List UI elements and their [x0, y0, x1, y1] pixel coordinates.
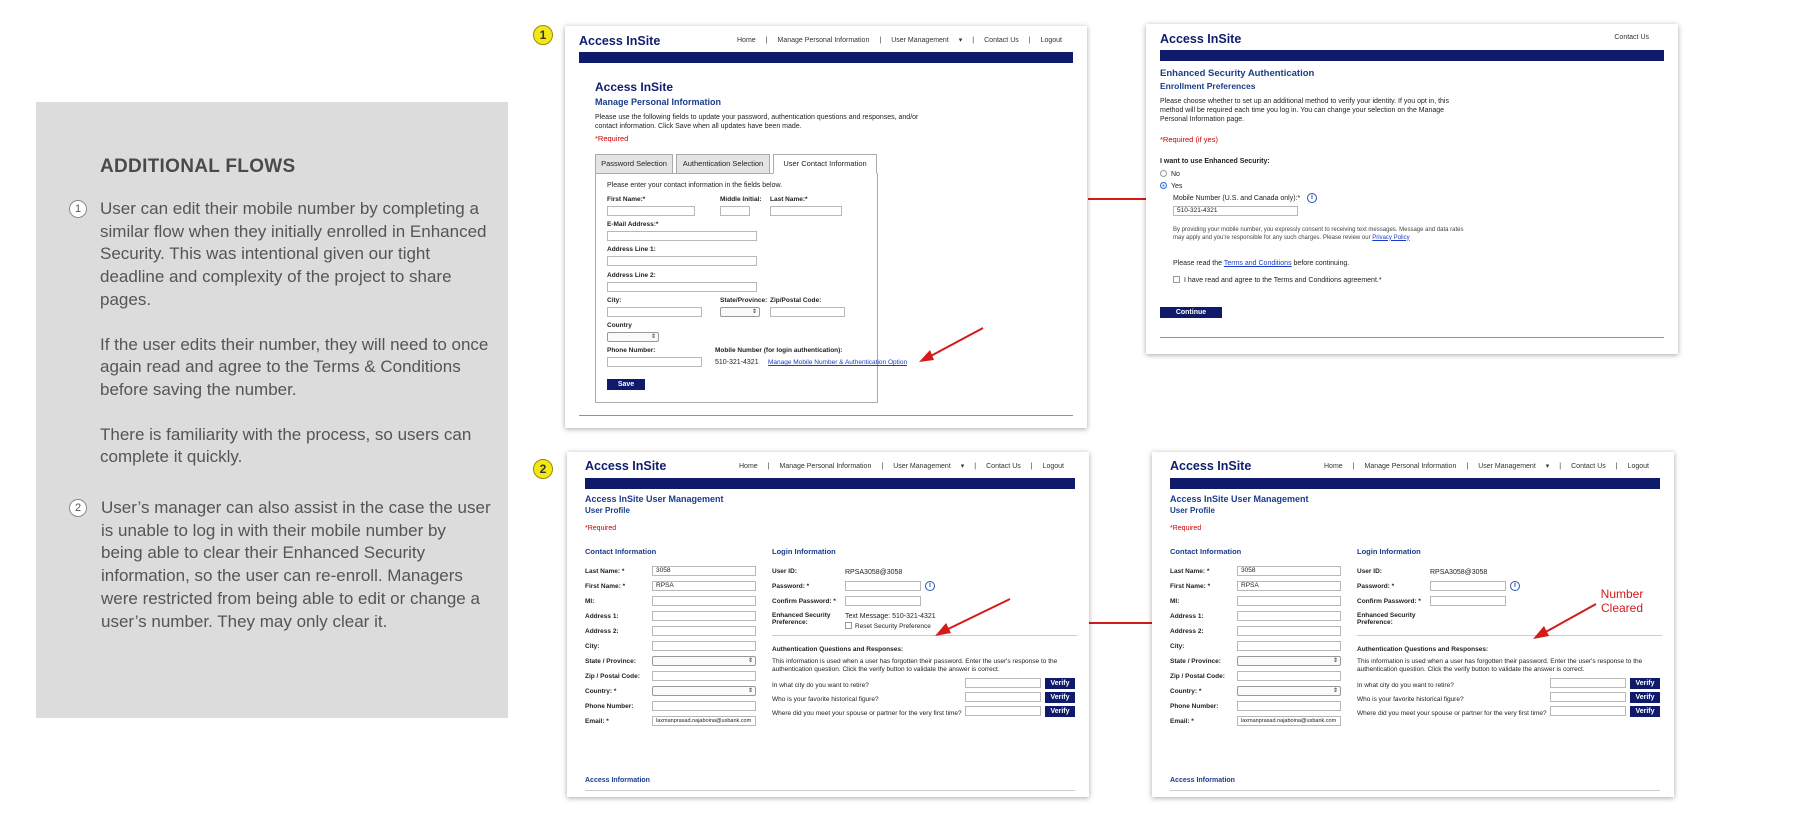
- chevron-down-icon: ▾: [958, 37, 963, 44]
- note-item-1: [100, 198, 490, 491]
- confirm-password-field[interactable]: [845, 596, 921, 606]
- top-nav: [1609, 34, 1654, 41]
- first-name-field[interactable]: RPSA: [1237, 581, 1341, 591]
- mobile-number-label: Mobile Number (U.S. and Canada only):*: [1173, 195, 1301, 202]
- country-select[interactable]: [607, 332, 659, 342]
- annotation-arrow-1: [915, 326, 985, 376]
- state-select[interactable]: [720, 307, 760, 317]
- page-subtitle: User Profile: [585, 506, 630, 515]
- nav-separator: |: [1559, 463, 1562, 470]
- password-label: Password: *: [772, 583, 810, 590]
- state-label: State/Province:: [720, 297, 768, 304]
- page-subtitle: Enrollment Preferences: [1160, 81, 1256, 91]
- nav-separator: |: [881, 463, 884, 470]
- answer-1-field[interactable]: [965, 678, 1041, 688]
- state-select[interactable]: [652, 656, 756, 666]
- radio-yes-label: Yes: [1171, 183, 1183, 190]
- country-label: Country: [607, 322, 632, 329]
- read-terms-text: [1173, 259, 1349, 268]
- required-note: *Required: [595, 134, 629, 143]
- note-2-paragraph-1: User’s manager can also assist in the case the user is unable to log in with their mobile number by being able to clear their Enhanced Security information, so the user can re-enroll. Managers were restricted from being able to edit or change a user’s number. They may only clear it.: [101, 498, 491, 631]
- note-number-1: 1: [69, 200, 87, 218]
- last-name-field[interactable]: [770, 206, 842, 216]
- address-2-label: Address 2:: [1170, 628, 1204, 635]
- phone-field[interactable]: [607, 357, 702, 367]
- middle-initial-label: Middle Initial:: [720, 196, 762, 203]
- answer-3-field[interactable]: [965, 706, 1041, 716]
- screen-user-management-after: [1152, 452, 1674, 797]
- footer-rule: [579, 415, 1073, 416]
- answer-1-field[interactable]: [1550, 678, 1626, 688]
- note-1-paragraph-1: User can edit their mobile number by completing a similar flow when they initially enrolled in Enhanced Security. This was intentional given our tight deadline and complexity of the project to share pages.: [100, 199, 487, 309]
- reset-label: Reset Security Preference: [855, 623, 931, 630]
- access-info-heading: Access Information: [585, 777, 650, 784]
- last-name-field[interactable]: 3058: [1237, 566, 1341, 576]
- top-nav: [734, 462, 1069, 470]
- address-line-1-field[interactable]: [607, 256, 757, 266]
- header-bar: [585, 478, 1075, 489]
- tab-authentication-selection[interactable]: Authentication Selection: [676, 154, 770, 174]
- nav-contact-us[interactable]: Contact Us: [1571, 463, 1606, 470]
- annotation-arrow-2: [932, 597, 1012, 647]
- reset-checkbox[interactable]: [845, 622, 852, 629]
- address-1-label: Address 1:: [1170, 613, 1204, 620]
- country-select[interactable]: [1237, 686, 1341, 696]
- answer-3-field[interactable]: [1550, 706, 1626, 716]
- radio-yes[interactable]: [1160, 182, 1167, 189]
- page-subtitle: Manage Personal Information: [595, 97, 722, 107]
- address-2-label: Address 2:: [585, 628, 619, 635]
- contact-info-heading: Contact Information: [1170, 547, 1242, 556]
- login-info-heading: Login Information: [1357, 547, 1421, 556]
- mi-label: MI:: [1170, 598, 1180, 605]
- confirm-password-label: Confirm Password: *: [1357, 598, 1421, 605]
- chevron-down-icon: ⇕: [747, 688, 753, 694]
- address-line-1-label: Address Line 1:: [607, 246, 656, 253]
- address-line-2-field[interactable]: [607, 282, 757, 292]
- zip-field[interactable]: [652, 671, 756, 681]
- confirm-password-field[interactable]: [1430, 596, 1506, 606]
- nav-manage-personal-info[interactable]: Manage Personal Information: [777, 37, 870, 44]
- last-name-label: Last Name: *: [1170, 568, 1210, 575]
- save-button[interactable]: Save: [607, 379, 645, 390]
- contact-info-heading: Contact Information: [585, 547, 657, 556]
- last-name-label: Last Name:*: [770, 196, 808, 203]
- first-name-field[interactable]: [607, 206, 695, 216]
- verify-button[interactable]: Verify: [1630, 692, 1660, 703]
- first-name-label: First Name:*: [607, 196, 646, 203]
- chevron-down-icon: ▾: [960, 463, 965, 470]
- verify-button[interactable]: Verify: [1630, 706, 1660, 717]
- nav-home[interactable]: Home: [739, 463, 758, 470]
- radio-no-label: No: [1171, 171, 1180, 178]
- password-field[interactable]: [1430, 581, 1506, 591]
- chevron-down-icon: ▾: [1545, 463, 1550, 470]
- state-select[interactable]: [1237, 656, 1341, 666]
- annotation-arrow-3: [1530, 602, 1600, 652]
- note-number-2: 2: [69, 499, 87, 517]
- header-bar: [1160, 50, 1664, 61]
- esp-label: Enhanced Security Preference:: [1357, 612, 1416, 626]
- mi-field[interactable]: [1237, 596, 1341, 606]
- note-1-paragraph-3: There is familiarity with the process, so users can complete it quickly.: [100, 424, 472, 467]
- mobile-number-value: 510-321-4321: [715, 359, 759, 366]
- user-id-label: User ID:: [1357, 568, 1382, 575]
- question-2: Who is your favorite historical figure?: [1357, 696, 1464, 703]
- manage-mobile-link[interactable]: Manage Mobile Number & Authentication Option: [768, 359, 908, 366]
- auth-questions-heading: Authentication Questions and Responses:: [772, 646, 904, 653]
- footer-rule: [585, 790, 1075, 791]
- chevron-down-icon: ⇕: [747, 658, 753, 664]
- nav-separator: |: [1352, 463, 1355, 470]
- address-line-2-label: Address Line 2:: [607, 272, 656, 279]
- country-label: Country: *: [585, 688, 617, 695]
- zip-label: Zip / Postal Code:: [1170, 673, 1225, 680]
- nav-manage-personal-info[interactable]: Manage Personal Information: [1364, 463, 1457, 470]
- info-icon[interactable]: i: [925, 581, 935, 591]
- zip-field[interactable]: [1237, 671, 1341, 681]
- state-label: State / Province:: [1170, 658, 1221, 665]
- brand-logo: Access InSite: [1170, 459, 1252, 473]
- footer-rule: [1160, 337, 1664, 338]
- zip-label: Zip/Postal Code:: [770, 297, 822, 304]
- nav-logout[interactable]: Logout: [1627, 463, 1649, 470]
- info-icon[interactable]: i: [1307, 193, 1317, 203]
- phone-label: Phone Number:: [607, 347, 656, 354]
- question-2: Who is your favorite historical figure?: [772, 696, 879, 703]
- email-field[interactable]: [607, 231, 757, 241]
- consent-text: [1173, 227, 1473, 242]
- page-title: Access InSite User Management: [1170, 494, 1309, 504]
- question-3: Where did you meet your spouse or partner for the very first time?: [1357, 710, 1547, 717]
- email-label: E-Mail Address:*: [607, 221, 659, 228]
- auth-intro: This information is used when a user has forgotten their password. Enter the user's response to the authentication question. Click the verify button to validate the answer is correct.: [772, 658, 1058, 673]
- nav-separator: |: [765, 37, 768, 44]
- address-1-field[interactable]: [652, 611, 756, 621]
- verify-button[interactable]: Verify: [1045, 678, 1075, 689]
- phone-field[interactable]: [1237, 701, 1341, 711]
- tab-user-contact-information[interactable]: User Contact Information: [773, 154, 877, 174]
- form-instructions: Please enter your contact information in the fields below.: [607, 182, 783, 189]
- nav-separator: |: [767, 463, 770, 470]
- nav-user-management[interactable]: User Management: [1478, 463, 1536, 470]
- mobile-number-field[interactable]: 510-321-4321: [1173, 206, 1298, 216]
- nav-separator: |: [974, 463, 977, 470]
- auth-questions-heading: Authentication Questions and Responses:: [1357, 646, 1489, 653]
- nav-logout[interactable]: Logout: [1042, 463, 1064, 470]
- city-field[interactable]: [1237, 641, 1341, 651]
- chevron-down-icon: ⇕: [650, 334, 656, 340]
- phone-field[interactable]: [652, 701, 756, 711]
- read-terms-pre: Please read the: [1173, 260, 1223, 267]
- number-cleared-annotation: Number Cleared: [1600, 587, 1644, 615]
- agree-label: I have read and agree to the Terms and Conditions agreement.*: [1184, 277, 1382, 284]
- auth-intro: This information is used when a user has forgotten their password. Enter the user's response to the authentication question. Click the verify button to validate the answer is correct.: [1357, 658, 1643, 673]
- page-title: Enhanced Security Authentication: [1160, 68, 1315, 79]
- intro-text: Please use the following fields to update your password, authentication questions and responses, and/or contact information. Click Save when all updates have been made.: [595, 114, 919, 130]
- answer-2-field[interactable]: [965, 692, 1041, 702]
- terms-link[interactable]: Terms and Conditions: [1223, 260, 1292, 267]
- mi-label: MI:: [585, 598, 595, 605]
- agree-checkbox[interactable]: [1173, 276, 1180, 283]
- nav-separator: |: [1028, 37, 1031, 44]
- nav-contact-us[interactable]: Contact Us: [1614, 34, 1649, 41]
- note-1-paragraph-2: If the user edits their number, they will need to once again read and agree to the Terms & Conditions before saving the number.: [100, 334, 489, 399]
- nav-user-management[interactable]: User Management: [893, 463, 951, 470]
- connector-line-2: [1088, 622, 1152, 624]
- brand-logo: Access InSite: [579, 34, 661, 48]
- question-1: In what city do you want to retire?: [1357, 682, 1454, 689]
- country-select[interactable]: [652, 686, 756, 696]
- notes-title: ADDITIONAL FLOWS: [100, 156, 296, 177]
- consent-copy: By providing your mobile number, you expressly consent to receiving text messages. Message and data rates may apply and you're responsible for any such charges. Please review our: [1173, 227, 1464, 241]
- continue-button[interactable]: Continue: [1160, 307, 1222, 318]
- page-title: Access InSite User Management: [585, 494, 724, 504]
- top-nav: [732, 36, 1067, 44]
- required-note: *Required: [1170, 525, 1202, 532]
- radio-no[interactable]: [1160, 170, 1167, 177]
- last-name-field[interactable]: 3058: [652, 566, 756, 576]
- email-field[interactable]: laxmanprasad.najaboina@usbank.com: [652, 716, 756, 726]
- intro-text: Please choose whether to set up an additional method to verify your identity. If you opt in, this method will be required each time you log in. You can change your selection on the Manage Personal Information page.: [1160, 98, 1449, 123]
- address-2-field[interactable]: [652, 626, 756, 636]
- nav-logout[interactable]: Logout: [1040, 37, 1062, 44]
- text-message-value: Text Message: 510-321-4321: [845, 613, 936, 620]
- email-field[interactable]: laxmanprasad.najaboina@usbank.com: [1237, 716, 1341, 726]
- brand-logo: Access InSite: [585, 459, 667, 473]
- city-label: City:: [1170, 643, 1185, 650]
- step-badge-1: 1: [533, 25, 553, 45]
- phone-label: Phone Number:: [585, 703, 634, 710]
- nav-home[interactable]: Home: [737, 37, 756, 44]
- state-label: State / Province:: [585, 658, 636, 665]
- city-label: City:: [607, 297, 622, 304]
- page-subtitle: User Profile: [1170, 506, 1215, 515]
- mi-field[interactable]: [652, 596, 756, 606]
- city-field[interactable]: [607, 307, 702, 317]
- tab-password-selection[interactable]: Password Selection: [595, 154, 673, 174]
- first-name-field[interactable]: RPSA: [652, 581, 756, 591]
- read-terms-post: before continuing.: [1293, 260, 1350, 267]
- screen-user-management-before: [567, 452, 1089, 797]
- footer-rule: [1170, 790, 1660, 791]
- required-note: *Required (if yes): [1160, 135, 1218, 144]
- screen-enhanced-security: [1146, 24, 1678, 354]
- verify-button[interactable]: Verify: [1630, 678, 1660, 689]
- nav-user-management[interactable]: User Management: [891, 37, 949, 44]
- country-label: Country: *: [1170, 688, 1202, 695]
- divider: [1357, 635, 1662, 636]
- notes-panel: [36, 102, 508, 718]
- info-icon[interactable]: i: [1510, 581, 1520, 591]
- chevron-down-icon: ⇕: [751, 309, 757, 315]
- header-bar: [1170, 478, 1660, 489]
- address-1-label: Address 1:: [585, 613, 619, 620]
- esp-label: Enhanced Security Preference:: [772, 612, 831, 626]
- nav-separator: |: [972, 37, 975, 44]
- page-title: Access InSite: [595, 80, 674, 94]
- email-label: Email: *: [1170, 718, 1194, 725]
- password-field[interactable]: [845, 581, 921, 591]
- connector-line-1: [1088, 198, 1146, 200]
- privacy-policy-link[interactable]: Privacy Policy: [1372, 234, 1410, 241]
- question-1: In what city do you want to retire?: [772, 682, 869, 689]
- last-name-label: Last Name: *: [585, 568, 625, 575]
- access-info-heading: Access Information: [1170, 777, 1235, 784]
- login-info-heading: Login Information: [772, 547, 836, 556]
- nav-separator: |: [879, 37, 882, 44]
- top-nav: [1319, 462, 1654, 470]
- required-note: *Required: [585, 525, 617, 532]
- answer-2-field[interactable]: [1550, 692, 1626, 702]
- header-bar: [579, 52, 1073, 63]
- address-1-field[interactable]: [1237, 611, 1341, 621]
- nav-contact-us[interactable]: Contact Us: [986, 463, 1021, 470]
- nav-separator: |: [1466, 463, 1469, 470]
- mobile-number-label: Mobile Number (for login authentication):: [715, 347, 843, 354]
- user-id-value: RPSA3058@3058: [1430, 569, 1488, 576]
- nav-separator: |: [1615, 463, 1618, 470]
- divider: [772, 635, 1077, 636]
- phone-label: Phone Number:: [1170, 703, 1219, 710]
- nav-manage-personal-info[interactable]: Manage Personal Information: [779, 463, 872, 470]
- nav-contact-us[interactable]: Contact Us: [984, 37, 1019, 44]
- screen-manage-personal-info: [565, 26, 1087, 428]
- first-name-label: First Name: *: [585, 583, 626, 590]
- zip-label: Zip / Postal Code:: [585, 673, 640, 680]
- note-item-2: [101, 497, 491, 655]
- confirm-password-label: Confirm Password: *: [772, 598, 836, 605]
- step-badge-2: 2: [533, 459, 553, 479]
- email-label: Email: *: [585, 718, 609, 725]
- enhanced-security-question: I want to use Enhanced Security:: [1160, 158, 1270, 165]
- brand-logo: Access InSite: [1160, 32, 1242, 46]
- password-label: Password: *: [1357, 583, 1395, 590]
- verify-button[interactable]: Verify: [1045, 692, 1075, 703]
- chevron-down-icon: ⇕: [1332, 658, 1338, 664]
- nav-home[interactable]: Home: [1324, 463, 1343, 470]
- chevron-down-icon: ⇕: [1332, 688, 1338, 694]
- user-id-label: User ID:: [772, 568, 797, 575]
- nav-separator: |: [1030, 463, 1033, 470]
- address-2-field[interactable]: [1237, 626, 1341, 636]
- user-id-value: RPSA3058@3058: [845, 569, 903, 576]
- zip-field[interactable]: [770, 307, 845, 317]
- city-field[interactable]: [652, 641, 756, 651]
- question-3: Where did you meet your spouse or partner for the very first time?: [772, 710, 962, 717]
- first-name-label: First Name: *: [1170, 583, 1211, 590]
- middle-initial-field[interactable]: [720, 206, 750, 216]
- verify-button[interactable]: Verify: [1045, 706, 1075, 717]
- city-label: City:: [585, 643, 600, 650]
